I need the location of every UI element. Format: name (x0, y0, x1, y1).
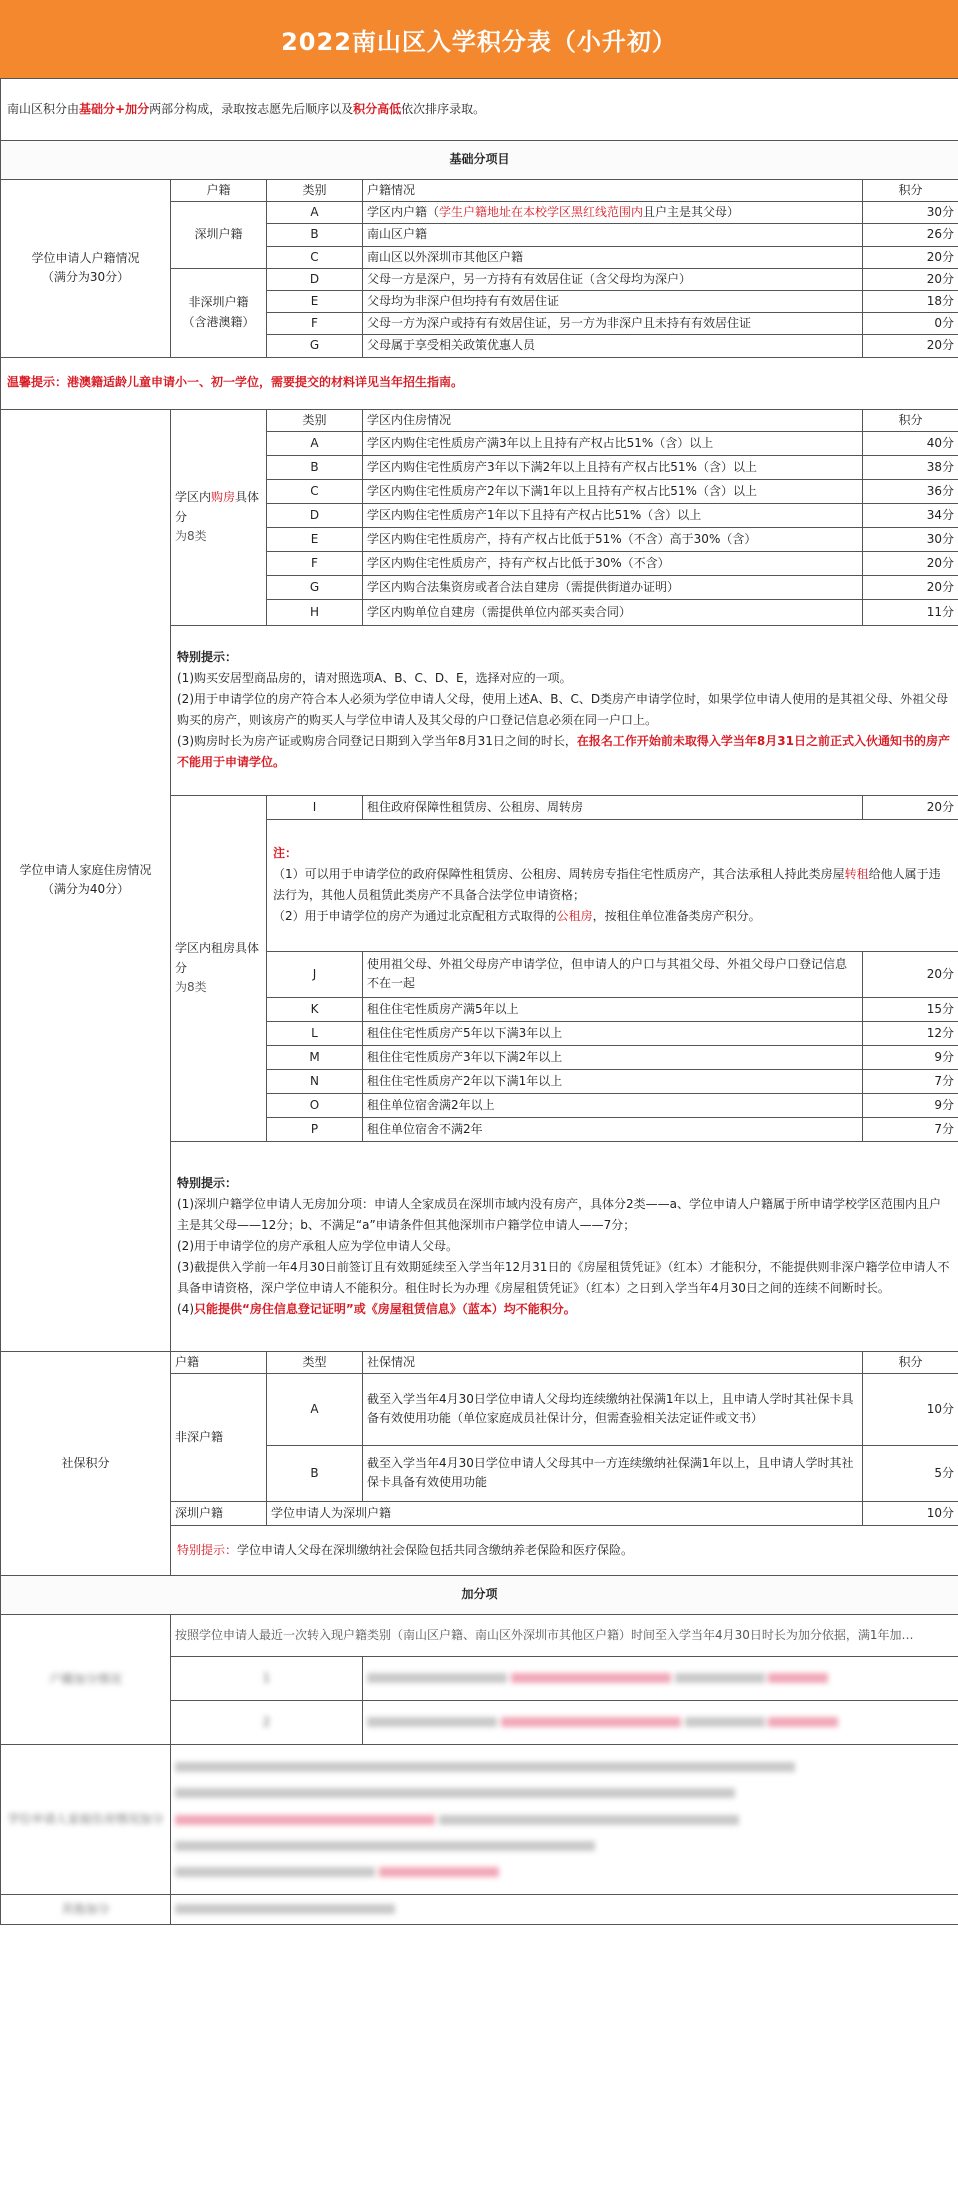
table-row: 深圳户籍 A 学区内户籍（学生户籍地址在本校学区黑红线范围内且户主是其父母） 30分 (1, 202, 958, 224)
rent-special-tip: 特别提示： (1)深圳户籍学位申请人无房加分项：申请人全家成员在深圳市域内没有房产，具体分2类——a、学位申请人户籍属于所申请学校学区范围内且户主是其父母——12分；b、不满足“a”申请条件但其他深圳市户籍学位申请人——7分； (2)用于申请学位的房产承租人应为学位申请人父母。 (3)截提供入学前一年4月30日前签订且有效期延续至入学当年12月31日的《房屋租赁凭证》（红本）才能积分，不能提供则非深户籍学位申请人不具备申请资格，深户学位申请人不能积分。租住时长为办理《房屋租赁凭证》（红本）之日到入学当年4月30日之间的连续不间断时长。 (4)只能提供“房住信息登记证明”或《房屋租赁信息》（蓝本）均不能积分。 (171, 1141, 958, 1351)
bonus-row1-label: 户籍加分情况 (1, 1614, 171, 1744)
blurred-content (171, 1894, 958, 1924)
table-row: E 学区内购住宅性质房产，持有产权占比低于51%（不含）高于30%（含） 30分 (1, 527, 958, 551)
housing-col-score: 积分 (863, 409, 958, 431)
hukou-col-huji: 户籍 (171, 180, 267, 202)
blurred-content (363, 1656, 958, 1700)
score-table: 南山区积分由基础分+加分两部分构成，录取按志愿先后顺序以及积分高低依次排序录取。 基础分项目 学位申请人户籍情况 （满分为30分） 户籍 类别 户籍情况 积分 深圳户籍 A 学区内户籍（学生户籍地址在本校学区黑红线范围内且户主是其父母） 30分 B 南山区户籍 26分 C 南山区以外深圳市其他区户籍 20分 非深圳户籍 （含港澳籍） D 父母一方是深户，另一方持有有效居住证（含父母均为深户） 20分 E 父母均为非深户但均持有有效居住证 18分 F 父母一方为深户或持有有效居住证，另一方为非深户且未持有有效居住证 0分 G 父母属于享受相关政策优惠人员 20分 温馨提示：港澳籍适龄儿童申请小一、初一学位，需要提交的材料详见当年招生指南。 学位申请人家庭住房情况 （满分为40分） 学区内购房具体分 为8类 类别 学区内住房情况 积分 A 学区内购住宅性质房产满3年以上且持有产权占比51%（含）以上 40分 B 学区内购住宅性质房产3年以下满2年以上且持有产权占比51%（含）以上 38分 C 学区内购住宅性质房产2年以下满1年以上且持有产权占比51%（含）以上 36分 D 学区内购住宅性质房产1年以下且持有产权占比51%（含）以上 34分 E 学区内购住宅性质房产，持有产权占比低于51%（不含）高于30%（含） 30分 F 学区内购住宅性质房产，持有产权占比低于30%（不含） 20分 G 学区内购合法集资房或者合法自建房（需提供街道办证明） 20分 H 学区内购单位自建房（需提供单位内部买卖合同） 11分 特别提示： (1)购买安居型商品房的，请对照选项A、B、C、D、E，选择对应的一项。 (2)用于申请学位的房产符合本人必须为学位申请人父母，使用上述A、B、C、D类房产申请学位时，如果学位申请人使用的是其祖父母、外祖父母购买的房产，则该房产的购买人与学位申请人及其父母的户口登记信息必须在同一户口上。 (3)购房时长为房产证或购房合同登记日期到入学当年8月31日之间的时长，在报名工作开始前未取得入学当年8月31日之前正式入伙通知书的房产不能用于申请学位。 学区内租房具体分 为8类 I 租住政府保障性租赁房、公租房、周转房 20分 注： （1）可以用于申请学位的政府保障性租赁房、公租房、周转房专指住宅性质房产，其合法承租人持此类房屋转租给他人属于违法行为，其他人员租赁此类房产不具备合法学位申请资格； （2）用于申请学位的房产为通过北京配租方式取得的公租房，按租住单位准备类房产积分。 J 使用祖父母、外祖父母房产申请学位，但申请人的户口与其祖父母、外祖父母户口登记信息不在一起 20分 K 租住住宅性质房产满5年以上 15分 L 租住住宅性质房产5年以下满3年以上 12分 M 租住住宅性质房产3年以下满2年以上 9分 N 租住住宅性质房产2年以下满1年以上 7分 O 租住单位宿舍满2年以上 9分 P 租住单位宿舍不满2年 7分 特别提示： (1)深圳户籍学位申请人无房加分项：申请人全家成员在深圳市域内没有房产，具体分2类——a、学位申请人户籍属于所申请学校学区范围内且户主是其父母——12分；b、不满足“a”申请条件但其他深圳市户籍学位申请人——7分； (2)用于申请学位的房产承租人应为学位申请人父母。 (3)截提供入学前一年4月30日前签订且有效期延续至入学当年12月31日的《房屋租赁凭证》（红本）才能积分，不能提供则非深户籍学位申请人不具备申请资格，深户学位申请人不能积分。租住时长为办理《房屋租赁凭证》（红本）之日到入学当年4月30日之间的连续不间断时长。 (4)只能提供“房住信息登记证明”或《房屋租赁信息》（蓝本）均不能积分。 社保积分 户籍 类型 社保情况 积分 非深户籍 A 截至入学当年4月30日学位申请人父母均连续缴纳社保满1年以上，且申请人学时其社保卡具备有效使用功能（单位家庭成员社保计分，但需查验相关法定证件或文书） 10分 B 截至入学当年4月30日学位申请人父母其中一方连续缴纳社保满1年以上，且申请人学时其社保卡具备有效使用功能 5分 深圳户籍 学位申请人为深圳户籍 10分 特别提示：学位申请人父母在深圳缴纳社会保险包括共同含缴纳养老保险和医疗保险。 加分项 户籍加分情况 按照学位申请人最近一次转入现户籍类别（南山区户籍、南山区外深圳市其他区户籍）时间至入学当年4月30日时长为加分依据，满1年加… 1 2 学位申请人家庭住房情况加分 其他加分 (0, 78, 958, 1925)
social-nonsz: 非深户籍 (171, 1373, 267, 1501)
table-row: B 南山区户籍 26分 (1, 224, 958, 246)
hukou-col-score: 积分 (863, 180, 958, 202)
table-row: F 学区内购住宅性质房产，持有产权占比低于30%（不含） 20分 (1, 551, 958, 575)
table-row: M 租住住宅性质房产3年以下满2年以上 9分 (1, 1045, 958, 1069)
table-row: B 截至入学当年4月30日学位申请人父母其中一方连续缴纳社保满1年以上，且申请人学时其社保卡具备有效使用功能 5分 (1, 1445, 958, 1501)
table-row: 非深户籍 A 截至入学当年4月30日学位申请人父母均连续缴纳社保满1年以上，且申请人学时其社保卡具备有效使用功能（单位家庭成员社保计分，但需查验相关法定证件或文书） 10分 (1, 1373, 958, 1445)
table-row: G 学区内购合法集资房或者合法自建房（需提供街道办证明） 20分 (1, 575, 958, 599)
housing-col-cat: 类别 (267, 409, 363, 431)
blurred-content (363, 1700, 958, 1744)
table-row: A 学区内购住宅性质房产满3年以上且持有产权占比51%（含）以上 40分 (1, 431, 958, 455)
bonus-row2-label: 学位申请人家庭住房情况加分 (1, 1744, 171, 1894)
bonus-row1-text: 按照学位申请人最近一次转入现户籍类别（南山区户籍、南山区外深圳市其他区户籍）时间至入学当年4月30日时长为加分依据，满1年加… (171, 1614, 958, 1656)
table-row: O 租住单位宿舍满2年以上 9分 (1, 1093, 958, 1117)
hukou-col-cat: 类别 (267, 180, 363, 202)
social-tip: 特别提示：学位申请人父母在深圳缴纳社会保险包括共同含缴纳养老保险和医疗保险。 (171, 1525, 958, 1575)
housing-col-desc: 学区内住房情况 (363, 409, 863, 431)
table-row: 1 (1, 1656, 958, 1700)
hukou-label-cell (1, 180, 171, 358)
housing-label-cell (1, 409, 171, 1351)
hukou-nonsz: 非深圳户籍 （含港澳籍） (171, 268, 267, 357)
table-row: E 父母均为非深户但均持有有效居住证 18分 (1, 290, 958, 312)
hukou-shenzhen: 深圳户籍 (171, 202, 267, 269)
table-row: C 南山区以外深圳市其他区户籍 20分 (1, 246, 958, 268)
blurred-content (171, 1744, 958, 1894)
bonus-section-header: 加分项 (1, 1575, 958, 1614)
table-row: 2 (1, 1700, 958, 1744)
page-title: 2022南山区入学积分表（小升初） (0, 0, 958, 78)
table-row: 深圳户籍 学位申请人为深圳户籍 10分 (1, 1501, 958, 1525)
social-label: 社保积分 (1, 1351, 171, 1575)
purchase-special-tip: 特别提示： (1)购买安居型商品房的，请对照选项A、B、C、D、E，选择对应的一项。 (2)用于申请学位的房产符合本人必须为学位申请人父母，使用上述A、B、C、D类房产申请学位时，如果学位申请人使用的是其祖父母、外祖父母购买的房产，则该房产的购买人与学位申请人及其父母的户口登记信息必须在同一户口上。 (3)购房时长为房产证或购房合同登记日期到入学当年8月31日之间的时长，在报名工作开始前未取得入学当年8月31日之前正式入伙通知书的房产不能用于申请学位。 (171, 625, 958, 795)
table-row: C 学区内购住宅性质房产2年以下满1年以上且持有产权占比51%（含）以上 36分 (1, 479, 958, 503)
table-row: D 学区内购住宅性质房产1年以下且持有产权占比51%（含）以上 34分 (1, 503, 958, 527)
table-row: H 学区内购单位自建房（需提供单位内部买卖合同） 11分 (1, 599, 958, 625)
hukou-sub: （满分为30分） (41, 270, 130, 285)
basic-section-header: 基础分项目 (1, 141, 958, 180)
purchase-label-cell: 学区内购房具体分 为8类 (171, 409, 267, 625)
housing-sub: （满分为40分） (41, 882, 130, 897)
table-row: K 租住住宅性质房产满5年以上 15分 (1, 997, 958, 1021)
hukou-col-desc: 户籍情况 (363, 180, 863, 202)
intro-row (1, 79, 958, 141)
rent-note: 注： （1）可以用于申请学位的政府保障性租赁房、公租房、周转房专指住宅性质房产，其合法承租人持此类房屋转租给他人属于违法行为，其他人员租赁此类房产不具备合法学位申请资格； （2）用于申请学位的房产为通过北京配租方式取得的公租房，按租住单位准备类房产积分。 (267, 819, 958, 951)
table-row: N 租住住宅性质房产2年以下满1年以上 7分 (1, 1069, 958, 1093)
warm-tip: 温馨提示：港澳籍适龄儿童申请小一、初一学位，需要提交的材料详见当年招生指南。 (1, 357, 958, 409)
table-row: F 父母一方为深户或持有有效居住证，另一方为非深户且未持有有效居住证 0分 (1, 313, 958, 335)
rent-label-cell: 学区内租房具体分 为8类 (171, 795, 267, 1141)
table-row: J 使用祖父母、外祖父母房产申请学位，但申请人的户口与其祖父母、外祖父母户口登记信息不在一起 20分 (1, 951, 958, 997)
table-row: 学区内租房具体分 为8类 I 租住政府保障性租赁房、公租房、周转房 20分 (1, 795, 958, 819)
table-row: P 租住单位宿舍不满2年 7分 (1, 1117, 958, 1141)
table-row: B 学区内购住宅性质房产3年以下满2年以上且持有产权占比51%（含）以上 38分 (1, 455, 958, 479)
intro-text: 南山区积分由基础分+加分两部分构成，录取按志愿先后顺序以及积分高低依次排序录取。 (1, 79, 958, 141)
table-row: L 租住住宅性质房产5年以下满3年以上 12分 (1, 1021, 958, 1045)
table-row: G 父母属于享受相关政策优惠人员 20分 (1, 335, 958, 357)
hukou-label: 学位申请人户籍情况 (31, 251, 140, 266)
housing-label: 学位申请人家庭住房情况 (19, 862, 152, 877)
bonus-row3-label: 其他加分 (1, 1894, 171, 1924)
table-row: 非深圳户籍 （含港澳籍） D 父母一方是深户，另一方持有有效居住证（含父母均为深户） 20分 (1, 268, 958, 290)
